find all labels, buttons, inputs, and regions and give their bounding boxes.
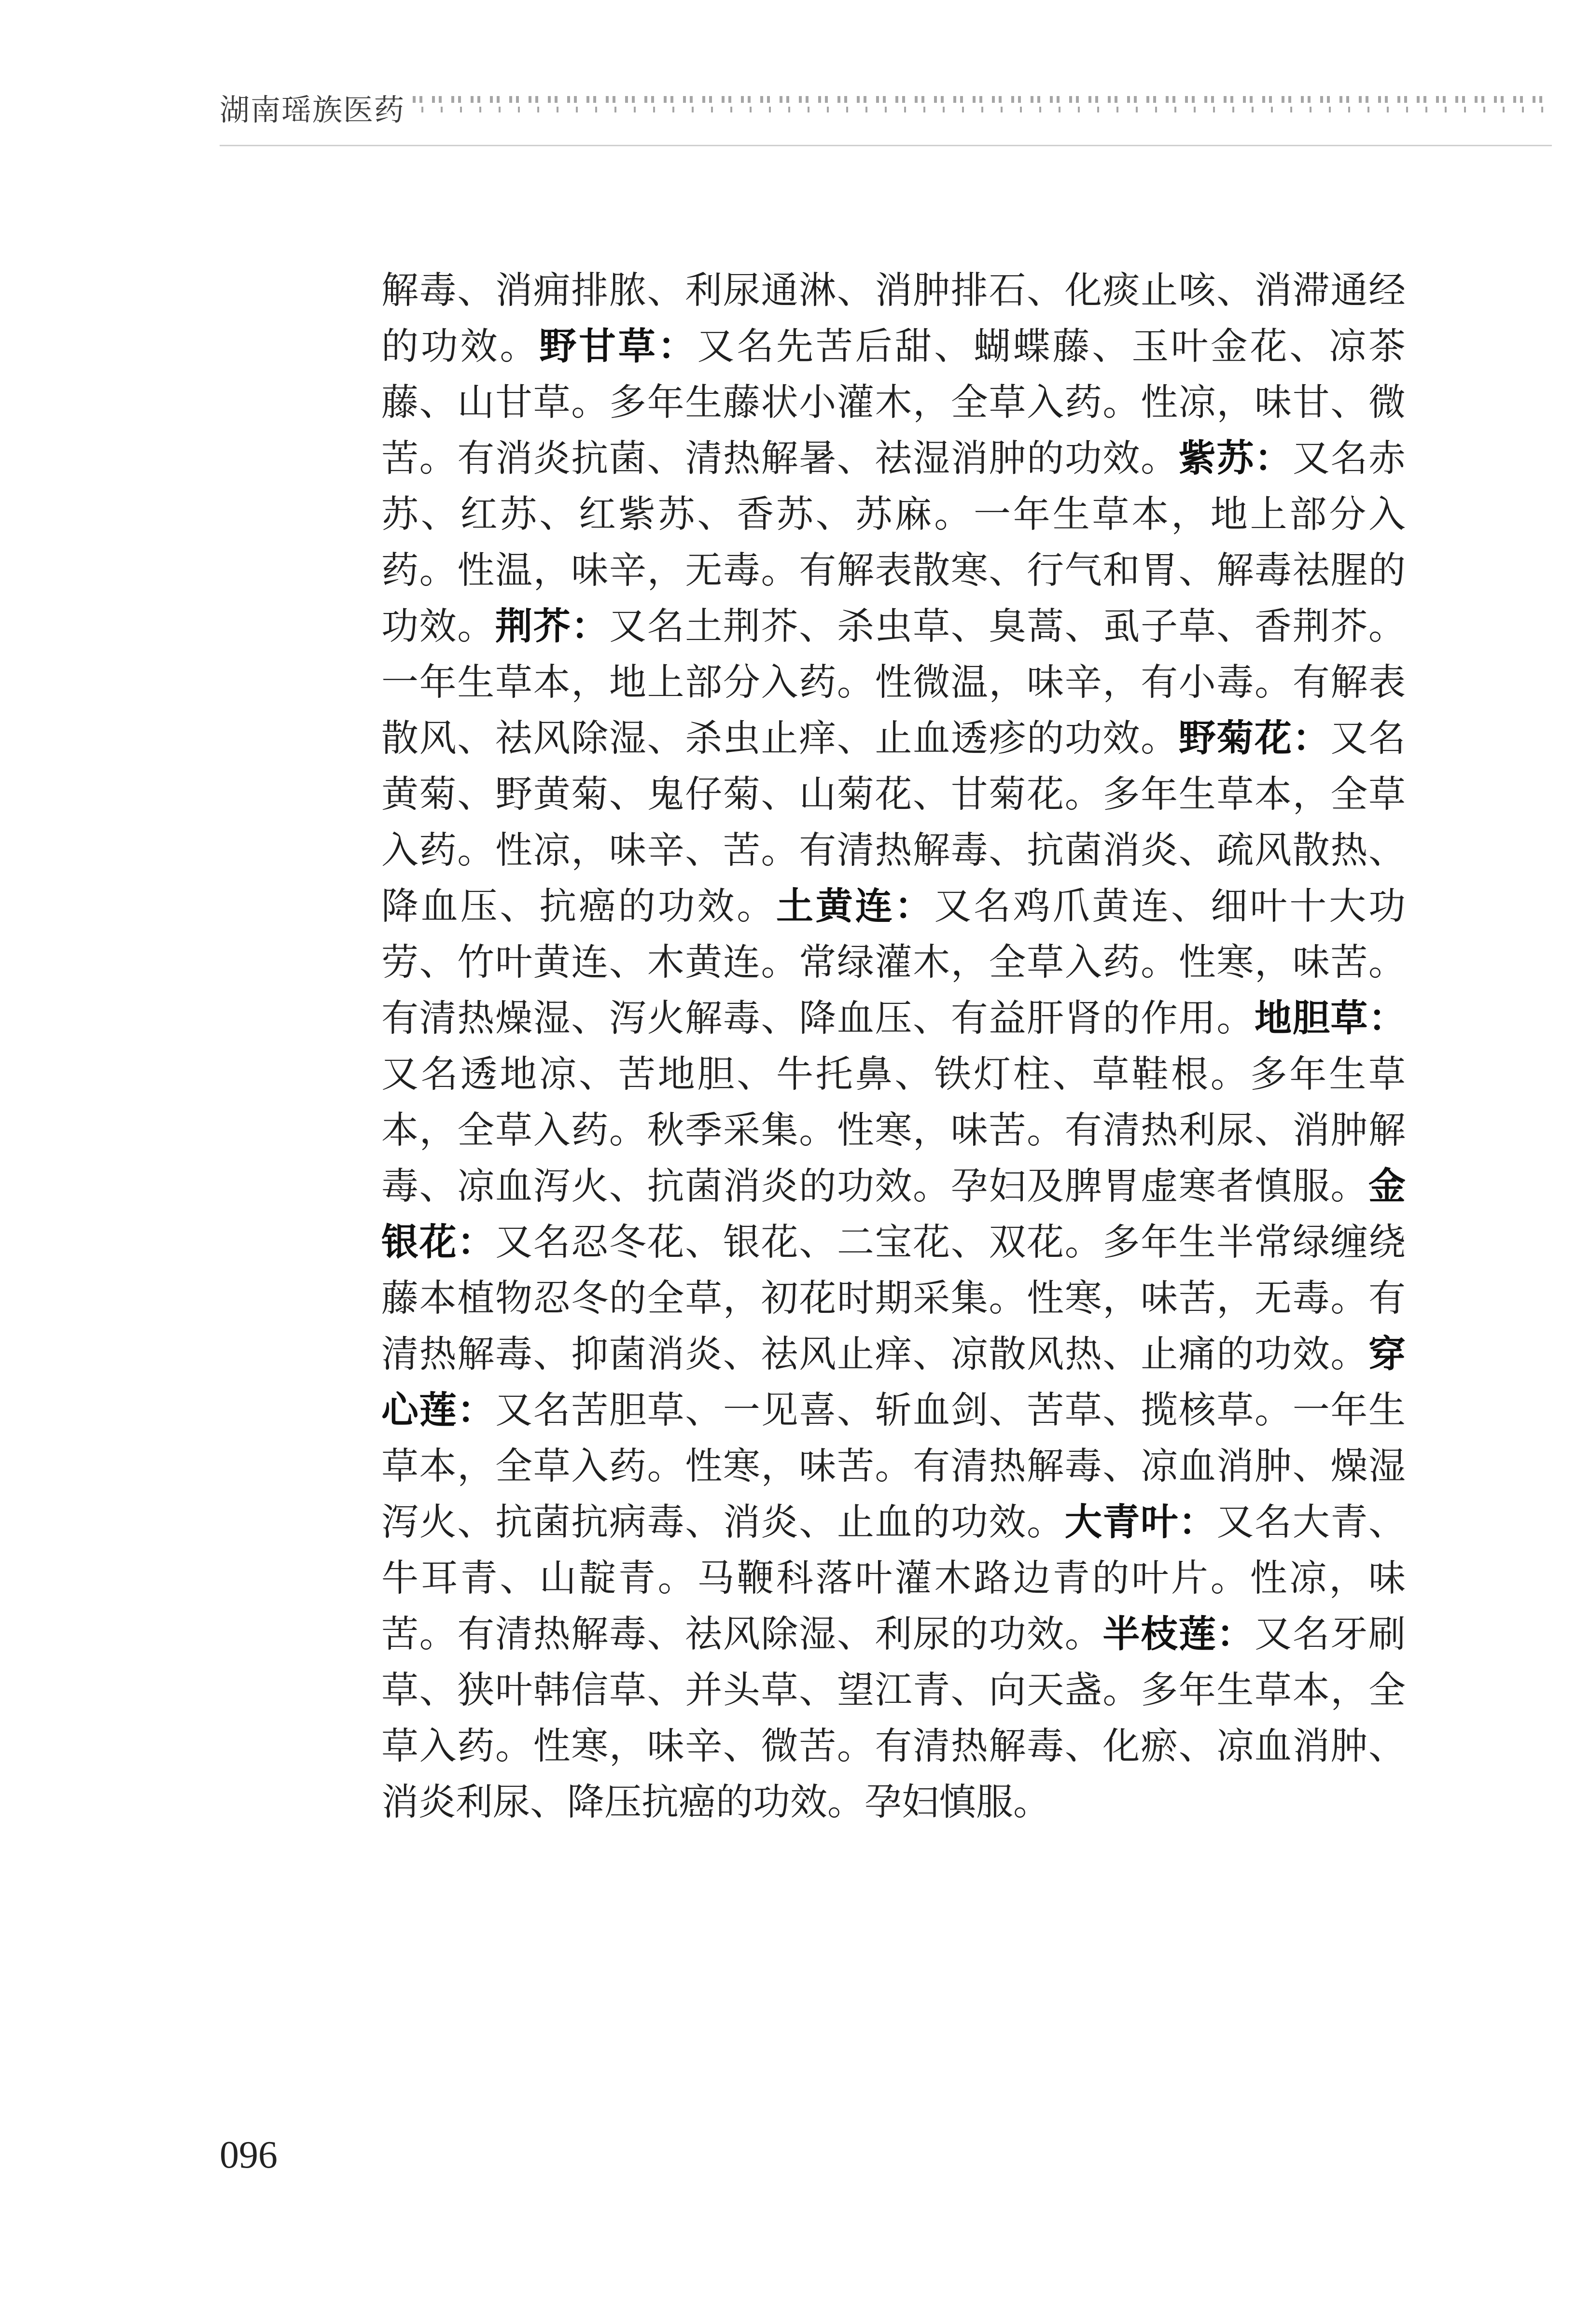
entry-term-ban-zhi-lian: 半枝莲： [1102, 1613, 1255, 1656]
book-title: 湖南瑶族医药 [220, 92, 405, 127]
entry-text-zi-su: 又名赤苏、红苏、红紫苏、香苏、苏麻。一年生草本，地上部分入药。性温，味辛，无毒。有解表散寒、行气和胃、解毒祛腥的功效。 [381, 437, 1406, 648]
body-paragraph [381, 263, 1406, 1831]
entry-text-chuan-xin-lian: 又名苦胆草、一见喜、斩血剑、苦草、揽核草。一年生草本，全草入药。性寒，味苦。有清热解毒、凉血消肿、燥湿泻火、抗菌抗病毒、消炎、止血的功效。 [381, 1389, 1406, 1544]
header-ornament-band [413, 93, 1552, 116]
entry-term-da-qing-ye: 大青叶： [1064, 1501, 1217, 1544]
entry-text-ye-gan-cao: 又名先苦后甜、蝴蝶藤、玉叶金花、凉茶藤、山甘草。多年生藤状小灌木，全草入药。性凉，味甘、微苦。有消炎抗菌、清热解暑、祛湿消肿的功效。 [381, 325, 1406, 480]
entry-text-da-qing-ye: 又名大青、牛耳青、山靛青。马鞭科落叶灌木路边青的叶片。性凉，味苦。有清热解毒、祛风除湿、利尿的功效。 [381, 1501, 1406, 1656]
entry-text-jing-jie: 又名土荆芥、杀虫草、臭蒿、虱子草、香荆芥。一年生草本，地上部分入药。性微温，味辛，有小毒。有解表散风、祛风除湿、杀虫止痒、止血透疹的功效。 [381, 605, 1406, 760]
entry-term-zi-su: 紫苏： [1178, 437, 1293, 480]
intro-text: 解毒、消痈排脓、利尿通淋、消肿排石、化痰止咳、消滞通经的功效。 [381, 269, 1406, 368]
entry-text-tu-huang-lian: 又名鸡爪黄连、细叶十大功劳、竹叶黄连、木黄连。常绿灌木，全草入药。性寒，味苦。有清热燥湿、泻火解毒、降血压、有益肝肾的作用。 [381, 885, 1406, 1040]
page-number: 096 [220, 2134, 278, 2176]
entry-term-ye-gan-cao: 野甘草： [539, 325, 697, 368]
entry-term-tu-huang-lian: 土黄连： [776, 885, 934, 928]
body-text [381, 263, 1406, 2126]
entry-term-chuan-xin-lian: 穿心莲： [381, 1333, 1406, 1432]
entry-term-jin-yin-hua: 金银花： [381, 1165, 1406, 1264]
entry-text-jin-yin-hua: 又名忍冬花、银花、二宝花、双花。多年生半常绿缠绕藤本植物忍冬的全草，初花时期采集。性寒，味苦，无毒。有清热解毒、抑菌消炎、祛风止痒、凉散风热、止痛的功效。 [381, 1221, 1406, 1376]
entry-text-di-dan-cao: 又名透地凉、苦地胆、牛托鼻、铁灯柱、草鞋根。多年生草本，全草入药。秋季采集。性寒，味苦。有清热利尿、消肿解毒、凉血泻火、抗菌消炎的功效。孕妇及脾胃虚寒者慎服。 [381, 1053, 1406, 1208]
entry-term-di-dan-cao: 地胆草： [1255, 997, 1406, 1040]
entry-term-ye-ju-hua: 野菊花： [1178, 717, 1331, 760]
header-divider [220, 145, 1552, 146]
entry-text-ye-ju-hua: 又名黄菊、野黄菊、鬼仔菊、山菊花、甘菊花。多年生草本，全草入药。性凉，味辛、苦。有清热解毒、抗菌消炎、疏风散热、降血压、抗癌的功效。 [381, 717, 1406, 928]
entry-text-ban-zhi-lian: 又名牙刷草、狭叶韩信草、并头草、望江青、向天盏。多年生草本，全草入药。性寒，味辛、微苦。有清热解毒、化瘀、凉血消肿、消炎利尿、降压抗癌的功效。孕妇慎服。 [381, 1613, 1406, 1824]
entry-term-jing-jie: 荆芥： [495, 605, 609, 648]
running-header [220, 86, 1552, 153]
